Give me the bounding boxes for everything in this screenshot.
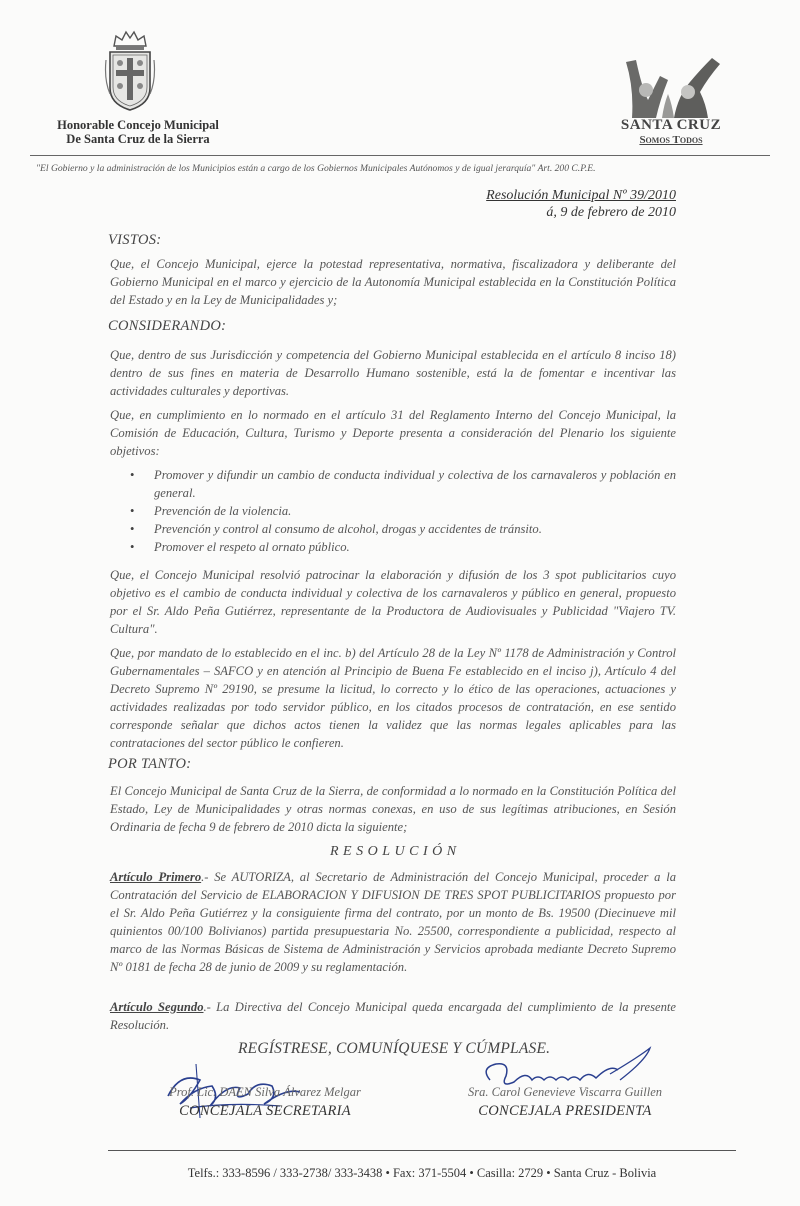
coat-of-arms-icon <box>104 30 156 114</box>
articulo-segundo-title: Artículo Segundo <box>110 1000 204 1014</box>
signer-right-role: CONCEJALA PRESIDENTA <box>478 1103 652 1119</box>
articulo-segundo <box>110 998 676 1034</box>
constitution-quote: "El Gobierno y la administración de los Municipios están a cargo de los Gobiernos Municipales Autónomos y de igual jerarquía" Art. 200 C.P.E. <box>36 163 596 174</box>
list-item: • Promover y difundir un cambio de conducta individual y colectiva de los carnavaleros y población en general. <box>112 466 676 502</box>
considerando-paragraph-3: Que, el Concejo Municipal resolvió patrocinar la elaboración y difusión de los 3 spot publicitarios cuyo objetivo es el cambio de conducta individual y colectiva de los carnavaleros y público en general, propuesto por el Sr. Aldo Peña Gutiérrez, representante de la Productora de Audiovisuales y Publicidad "Viajero TV. Cultura". <box>110 568 676 636</box>
articulo-primero-text: .- Se AUTORIZA, al Secretario de Administración del Concejo Municipal, proceder a la Contratación del Servicio de ELABORACION Y DIFUSION DE TRES SPOT PUBLICITARIOS propuesto por el Sr. Aldo Peña Gutiérrez y la consiguiente firma del contrato, por un monto de Bs. 19500 (Diecinueve mil quinientos 00/100 Bolivianos) partida presupuestaria No. 25500, correspondiente a publicidad, respecto al marco de las Normas Básicas de Sistema de Administración y Servicios aprobada mediante Decreto Supremo Nº 0181 de fecha 28 de junio de 2009 y su reglamentación. <box>110 870 676 974</box>
footer-divider <box>108 1150 736 1151</box>
list-item: • Prevención de la violencia. <box>112 502 676 520</box>
signer-right-name: Sra. Carol Genevieve Viscarra Guillen <box>467 1085 663 1099</box>
header-divider <box>30 155 770 156</box>
logo-wordmark: SANTA CRUZ <box>620 117 722 133</box>
considerando-paragraph-2: Que, en cumplimiento en lo normado en el artículo 31 del Reglamento Interno del Concejo Municipal, la Comisión de Educación, Cultura, Turismo y Deporte presenta a consideración del Plenario los siguiente objetivos: <box>110 408 676 458</box>
vistos-paragraph: Que, el Concejo Municipal, ejerce la potestad representativa, normativa, fiscalizadora y deliberante del Gobierno Municipal en el marco y ejercicio de la Autonomía Municipal establecida en la Constitución Política del Estado y en la Ley de Municipalidades y; <box>110 257 676 307</box>
contact-footer: Telfs.: 333-8596 / 333-2738/ 333-3438 • Fax: 371-5504 • Casilla: 2729 • Santa Cruz - Bolivia <box>187 1166 657 1180</box>
signer-left-name: Prof. Lic. DAEN Silva Álvarez Melgar <box>169 1085 361 1099</box>
issuer-block <box>38 118 238 146</box>
considerando-paragraph-1: Que, dentro de sus Jurisdicción y competencia del Gobierno Municipal establecida en el artículo 8 inciso 18) dentro de sus fines en materia de Desarrollo Humano sostenible, está la de fomentar e incentivar las actividades culturales y deportivas. <box>110 348 676 398</box>
signer-left-role: CONCEJALA SECRETARIA <box>179 1103 351 1119</box>
articulo-primero <box>110 868 676 976</box>
vistos-heading: VISTOS: <box>108 232 162 248</box>
list-item: • Prevención y control al consumo de alcohol, drogas y accidentes de tránsito. <box>112 520 676 538</box>
resolution-number: Resolución Municipal Nº 39/2010 <box>486 188 676 203</box>
logo-tagline: Somos Todos <box>639 134 703 146</box>
closing-formula: REGÍSTRESE, COMUNÍQUESE Y CÚMPLASE. <box>238 1040 551 1057</box>
articulo-primero-title: Artículo Primero <box>110 870 202 884</box>
issuer-line-1: Honorable Concejo Municipal <box>57 118 219 132</box>
issuer-line-2: De Santa Cruz de la Sierra <box>66 132 210 146</box>
resolution-date: á, 9 de febrero de 2010 <box>546 205 676 220</box>
considerando-paragraph-4: Que, por mandato de lo establecido en el inc. b) del Artículo 28 de la Ley Nº 1178 de Administración y Control Gubernamentales – SAFCO y en atención al Principio de Buena Fe establecido en el inciso j), Artículo 4 del Decreto Supremo Nº 29190, se presume la licitud, lo correcto y lo ético de las operaciones, actuaciones y actividades realizadas por todo servidor público, en los citados procesos de contratación, en ese sentido corresponde señalar que dichos actos tienen la validez que las normas legales aplicables para las contrataciones del sector público le confieren. <box>110 646 676 750</box>
resolucion-heading: RESOLUCIÓN <box>330 844 461 859</box>
considerando-heading: CONSIDERANDO: <box>108 318 227 334</box>
portanto-heading: POR TANTO: <box>108 756 192 772</box>
portanto-paragraph: El Concejo Municipal de Santa Cruz de la Sierra, de conformidad a lo normado en la Constitución Política del Estado, Ley de Municipalidades y otras normas conexas, en uso de sus legítimas atribuciones, en Sesión Ordinaria de fecha 9 de febrero de 2010 dicta la siguiente; <box>110 784 676 834</box>
list-item: • Promover el respeto al ornato público. <box>112 538 676 556</box>
objectives-list <box>112 466 676 556</box>
articulo-segundo-text: .- La Directiva del Concejo Municipal queda encargada del cumplimiento de la presente Resolución. <box>110 1000 676 1032</box>
